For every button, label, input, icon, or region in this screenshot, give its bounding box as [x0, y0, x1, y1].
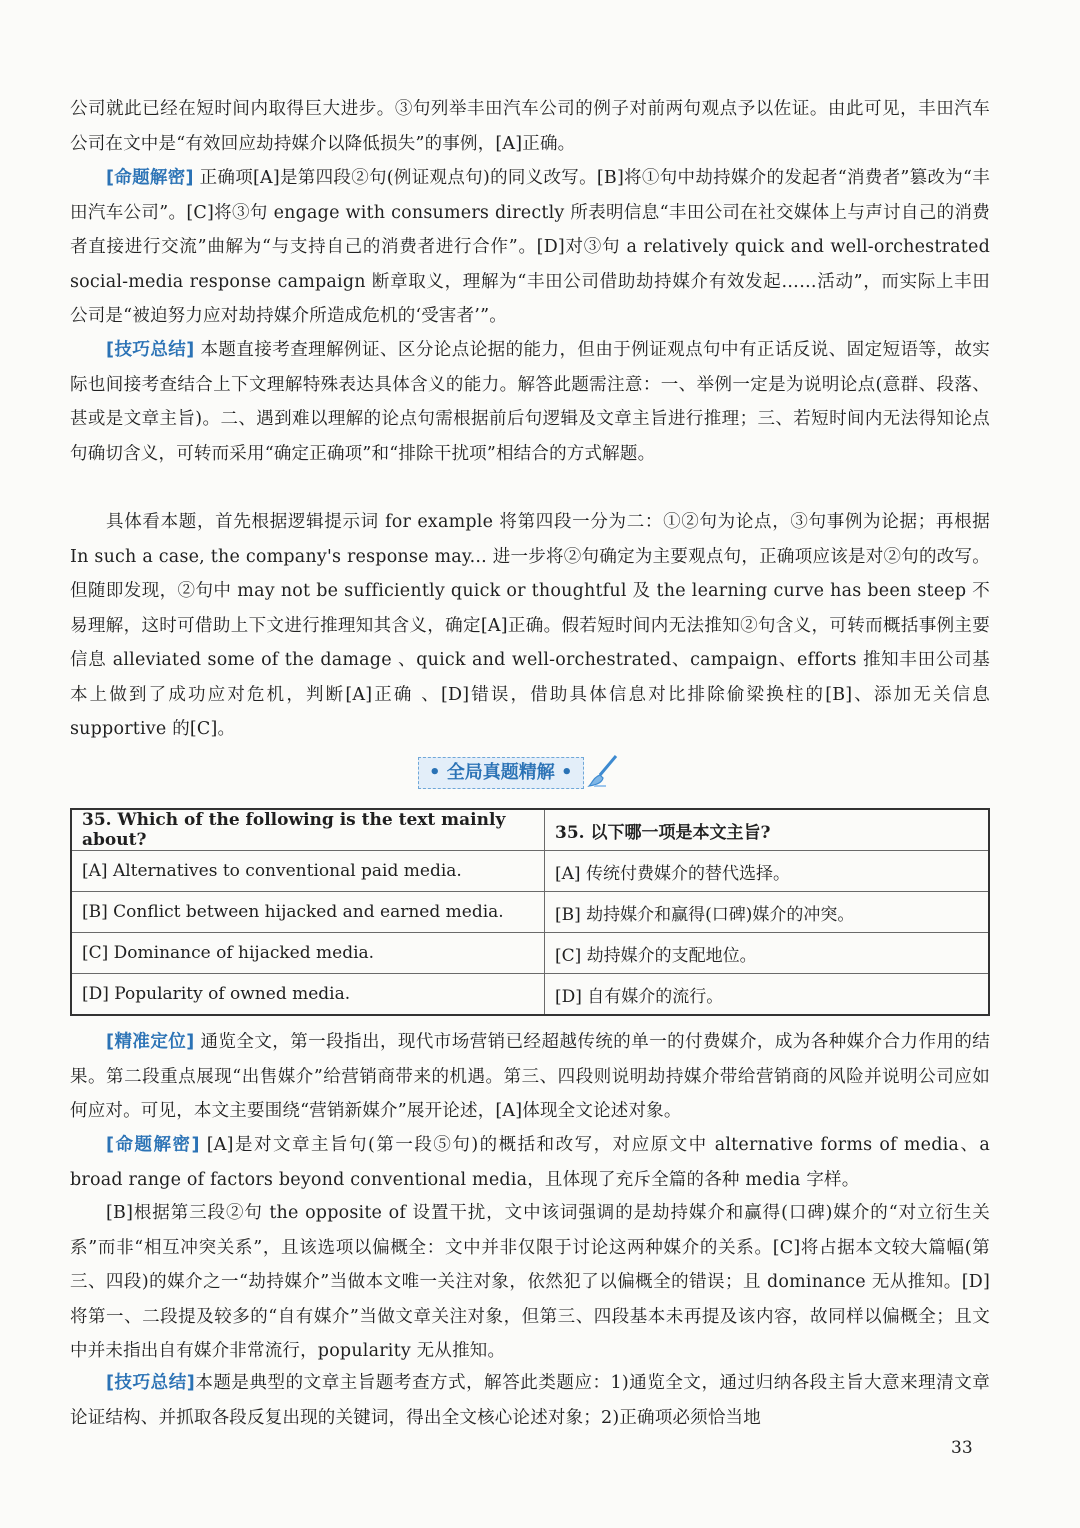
option-a-zh: [A] 传统付费媒介的替代选择。	[545, 851, 990, 892]
table-row	[71, 974, 989, 1016]
paragraph-skills: [技巧总结] 本题直接考查理解例证、区分论点论据的能力，但由于例证观点句中有正话反说、固定短语等，故实际也间接考查结合上下文理解特殊表达具体含义的能力。解答此题需注意：一、举例一定是为说明论点(意群、段落、甚或是文章主旨)。二、遇到难以理解的论点句需根据前后句逻辑及文章主旨进行推理；三、若短时间内无法得知论点句确切含义，可转而采用“确定正确项”和“排除干扰项”相结合的方式解题。	[70, 340, 990, 464]
option-b-en: [B] Conflict between hijacked and earned media.	[71, 892, 545, 933]
section-tag: [技巧总结]	[106, 1373, 195, 1393]
table-row	[71, 933, 989, 974]
section-tag: [精准定位]	[106, 1032, 195, 1052]
option-c-en: [C] Dominance of hijacked media.	[71, 933, 545, 974]
option-a-en: [A] Alternatives to conventional paid media.	[71, 851, 545, 892]
section-tag: [命题解密]	[106, 168, 194, 188]
table-row	[71, 892, 989, 933]
option-b-zh: [B] 劫持媒介和赢得(口碑)媒介的冲突。	[545, 892, 990, 933]
question-table	[70, 808, 990, 1016]
paragraph-detail: 具体看本题，首先根据逻辑提示词 for example 将第四段一分为二：①②句为论点，③句事例为论据；再根据 In such a case, the company's response may... 进一步将②句确定为主要观点句，正确项应该是对②句的改写。但随即发现，②句中 may not be sufficiently quick or thoughtful 及 the learning curve has been steep 不易理解，这时可借助上下文进行推理知其含义，确定[A]正确。假若短时间内无法推知②句含义，可转而概括事例主要信息 alleviated some of the damage 、quick and well-orchestrated、campaign、efforts 推知丰田公司基本上做到了成功应对危机，判断[A]正确 、[D]错误，借助具体信息对比排除偷梁换柱的[B]、添加无关信息 supportive 的[C]。	[70, 512, 990, 739]
section-banner	[418, 756, 622, 790]
option-d-zh: [D] 自有媒介的流行。	[545, 974, 990, 1016]
paragraph-analysis: [命题解密] 正确项[A]是第四段②句(例证观点句)的同义改写。[B]将①句中劫持媒介的发起者“消费者”篡改为“丰田汽车公司”。[C]将③句 engage with consumers directly 所表明信息“丰田公司在社交媒体上与声讨自己的消费者直接进行交流”曲解为“与支持自己的消费者进行合作”。[D]对③句 a relatively quick and well-orchestrated social-media response campaign 断章取义，理解为“丰田公司借助劫持媒介有效发起……活动”，而实际上丰田公司是“被迫努力应对劫持媒介所造成危机的‘受害者’”。	[70, 168, 991, 326]
question-zh: 35. 以下哪一项是本文主旨?	[545, 809, 990, 851]
paragraph-analysis-2: [命题解密] [A]是对文章主旨句(第一段⑤句)的概括和改写，对应原文中 alternative forms of media、a broad range of factors beyond conventional media，且体现了充斥全篇的各种 media 字样。	[70, 1135, 990, 1190]
paragraph-distractors: [B]根据第三段②句 the opposite of 设置干扰，文中该词强调的是劫持媒介和赢得(口碑)媒介的“对立衍生关系”而非“相互冲突关系”，且该选项以偏概全：文中并非仅限于讨论这两种媒介的关系。[C]将占据本文较大篇幅(第三、四段)的媒介之一“劫持媒介”当做本文唯一关注对象，依然犯了以偏概全的错误；且 dominance 无从推知。[D]将第一、二段提及较多的“自有媒介”当做文章关注对象，但第三、四段基本未再提及该内容，故同样以偏概全；且文中并未指出自有媒介非常流行，popularity 无从推知。	[70, 1203, 990, 1361]
section-tag: [命题解密]	[106, 1135, 200, 1155]
banner-title: • 全局真题精解 •	[418, 757, 584, 789]
option-c-zh: [C] 劫持媒介的支配地位。	[545, 933, 990, 974]
section-tag: [技巧总结]	[106, 340, 195, 360]
paragraph-skills-2: [技巧总结]本题是典型的文章主旨题考查方式，解答此类题应：1)通览全文，通过归纳各段主旨大意来理清文章论证结构、并抓取各段反复出现的关键词，得出全文核心论述对象；2)正确项必须恰当地	[70, 1373, 990, 1428]
table-row	[71, 809, 989, 851]
page-number: 33	[951, 1438, 973, 1458]
brush-icon	[586, 753, 622, 793]
question-en: 35. Which of the following is the text mainly about?	[71, 809, 545, 851]
paragraph-intro: 公司就此已经在短时间内取得巨大进步。③句列举丰田汽车公司的例子对前两句观点予以佐证。由此可见，丰田汽车公司在文中是“有效回应劫持媒介以降低损失”的事例，[A]正确。	[70, 99, 990, 154]
table-row	[71, 851, 989, 892]
paragraph-locate: [精准定位] 通览全文，第一段指出，现代市场营销已经超越传统的单一的付费媒介，成为各种媒介合力作用的结果。第二段重点展现“出售媒介”给营销商带来的机遇。第三、四段则说明劫持媒介带给营销商的风险并说明公司应如何应对。可见，本文主要围绕“营销新媒介”展开论述，[A]体现全文论述对象。	[70, 1032, 990, 1121]
option-d-en: [D] Popularity of owned media.	[71, 974, 545, 1016]
